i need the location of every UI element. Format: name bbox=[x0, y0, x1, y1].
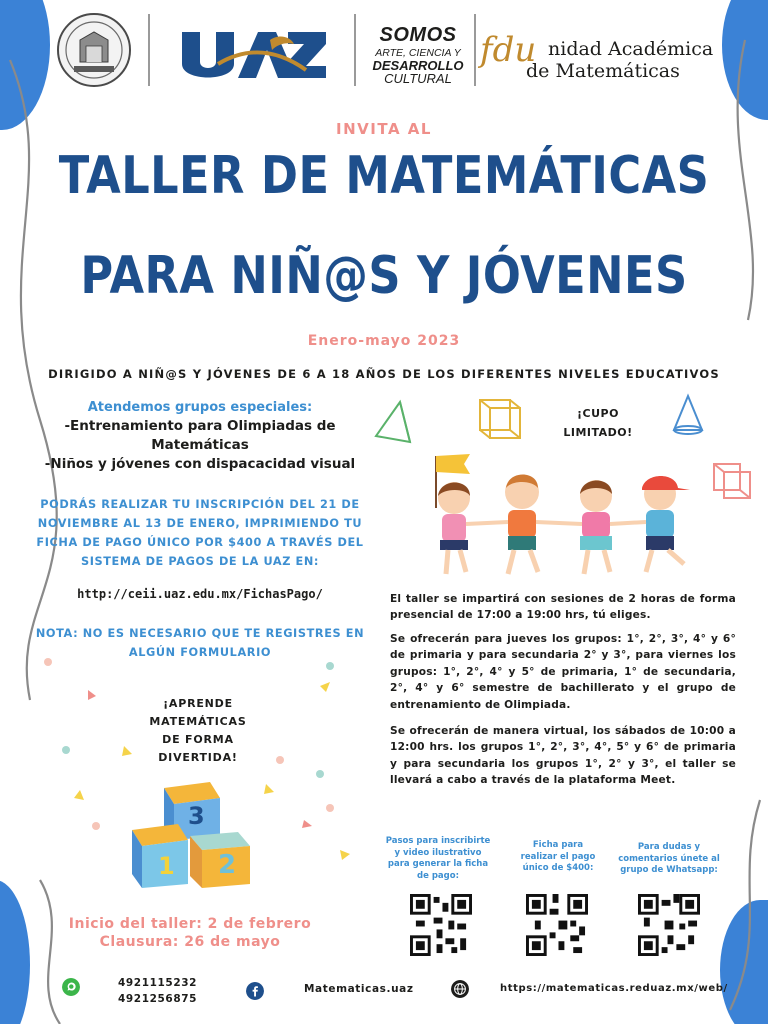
facebook-icon bbox=[246, 982, 264, 1000]
special-groups bbox=[30, 400, 370, 474]
somos-text: DESARROLLO bbox=[372, 58, 464, 73]
aprende-text: DIVERTIDA! bbox=[158, 751, 238, 764]
start-date: Inicio del taller: 2 de febrero bbox=[68, 916, 312, 932]
aprende-text: ¡APRENDE bbox=[163, 697, 233, 710]
virtual-paragraph: Se ofrecerán de manera virtual, los sábados de 10:00 a 12:00 hrs. los grupos 1°, 2°, 3°, 4°, 5° y 6° de primaria y para secundaria los grupos 1°, 2° y 3°, el taller se llevará a cabo a través de la plataforma Meet. bbox=[390, 725, 736, 787]
phone-number[interactable]: 4921256875 bbox=[118, 993, 198, 1005]
facebook-handle[interactable]: Matematicas.uaz bbox=[304, 983, 414, 995]
qr-caption-text: Pasos para inscribirte bbox=[385, 836, 491, 846]
note-text: ALGÚN FORMULARIO bbox=[128, 646, 272, 659]
qr-caption-text: de pago: bbox=[417, 870, 459, 881]
block-number: 3 bbox=[188, 802, 205, 830]
website-url[interactable]: https://matematicas.reduaz.mx/web/ bbox=[500, 983, 728, 994]
qr-caption-text: Ficha para bbox=[532, 840, 584, 850]
page-title: TALLER DE MATEMÁTICAS bbox=[58, 146, 710, 206]
unidad-logo-mark: fdu bbox=[480, 30, 537, 70]
special-group-item: -Niños y jóvenes con dispacacidad visual bbox=[44, 456, 356, 472]
header-logos bbox=[50, 8, 730, 90]
inscription-text: PODRÁS REALIZAR TU INSCRIPCIÓN DEL 21 DE bbox=[40, 498, 360, 511]
qr-caption-text: comentarios únete al bbox=[618, 853, 720, 864]
divider bbox=[148, 14, 150, 86]
special-groups-heading: Atendemos grupos especiales: bbox=[87, 400, 313, 415]
qr-caption-text: realizar el pago bbox=[520, 851, 596, 862]
cupo-text: LIMITADO! bbox=[563, 426, 633, 439]
note-text: NOTA: NO ES NECESARIO QUE TE REGISTRES EN bbox=[35, 627, 365, 640]
qr-caption-text: Para dudas y bbox=[637, 842, 701, 852]
qr-caption-text: grupo de Whatsapp: bbox=[620, 865, 718, 875]
qr-caption-steps bbox=[383, 836, 493, 882]
inscription-text: SISTEMA DE PAGOS DE LA UAZ EN: bbox=[80, 555, 320, 568]
groups-paragraph: Se ofrecerán para jueves los grupos: 1°, 2°, 3°, 4° y 6° de primaria y para secundaria 2° y 3°, para viernes los grupos: 1°, 2°, 4° y 5° de primaria, 1° de secundaria, 2°, 4° y 6° semestre de bachillerato y el grupo de entrenamiento de Olimpiada. bbox=[390, 633, 736, 711]
qr-code-whatsapp[interactable] bbox=[638, 894, 700, 956]
uaz-logo bbox=[178, 26, 328, 84]
unidad-text: nidad Académica bbox=[548, 38, 714, 60]
inscription-text: NOVIEMBRE AL 13 DE ENERO, IMPRIMIENDO TU bbox=[37, 517, 363, 530]
qr-code-payment[interactable] bbox=[526, 894, 588, 956]
cupo-text: ¡CUPO bbox=[577, 407, 619, 420]
period-label: Enero-mayo 2023 bbox=[307, 333, 461, 349]
aprende-callout bbox=[126, 695, 270, 767]
page-title: PARA NIÑ@S Y JÓVENES bbox=[80, 246, 688, 306]
phone-number[interactable]: 4921115232 bbox=[118, 977, 198, 989]
unidad-text: de Matemáticas bbox=[526, 60, 680, 82]
qr-caption-whatsapp bbox=[614, 842, 724, 877]
inscription-info bbox=[30, 495, 370, 571]
somos-logo bbox=[368, 24, 468, 86]
qr-caption-text: para generar la ficha bbox=[387, 859, 489, 869]
qr-caption-text: único de $400: bbox=[522, 863, 594, 873]
special-group-item: -Entrenamiento para Olimpiadas de bbox=[64, 418, 336, 434]
schedule-paragraph: El taller se impartirá con sesiones de 2 horas de forma presencial de 17:00 a 19:00 hrs, tú eliges. bbox=[390, 593, 736, 622]
closing-date: Clausura: 26 de mayo bbox=[99, 934, 281, 950]
inscription-text: FICHA DE PAGO ÚNICO POR $400 A TRAVÉS DEL bbox=[36, 536, 364, 549]
aprende-text: MATEMÁTICAS bbox=[149, 715, 247, 728]
children-illustration bbox=[420, 448, 720, 588]
invita-label: INVITA AL bbox=[336, 120, 432, 138]
whatsapp-icon bbox=[62, 978, 80, 996]
block-number: 2 bbox=[218, 850, 237, 880]
divider bbox=[354, 14, 356, 86]
audience-label: DIRIGIDO A NIÑ@S Y JÓVENES DE 6 A 18 AÑOS DE LOS DIFERENTES NIVELES EDUCATIVOS bbox=[48, 367, 720, 381]
unidad-academica-logo bbox=[526, 38, 714, 82]
university-seal-icon bbox=[56, 12, 132, 88]
payment-url[interactable]: http://ceii.uaz.edu.mx/FichasPago/ bbox=[77, 587, 323, 601]
limited-spots-label bbox=[548, 404, 648, 442]
qr-caption-payment bbox=[503, 840, 613, 875]
somos-text: CULTURAL bbox=[384, 71, 452, 86]
block-number: 1 bbox=[158, 852, 175, 880]
somos-text: SOMOS bbox=[379, 24, 457, 46]
qr-caption-text: y video ilustrativo bbox=[394, 847, 482, 858]
divider bbox=[474, 14, 476, 86]
qr-code-steps[interactable] bbox=[410, 894, 472, 956]
somos-text: ARTE, CIENCIA Y bbox=[375, 47, 461, 59]
special-group-item: Matemáticas bbox=[151, 437, 249, 453]
globe-icon bbox=[451, 980, 469, 998]
number-blocks-illustration bbox=[130, 780, 254, 890]
aprende-text: DE FORMA bbox=[162, 733, 234, 746]
